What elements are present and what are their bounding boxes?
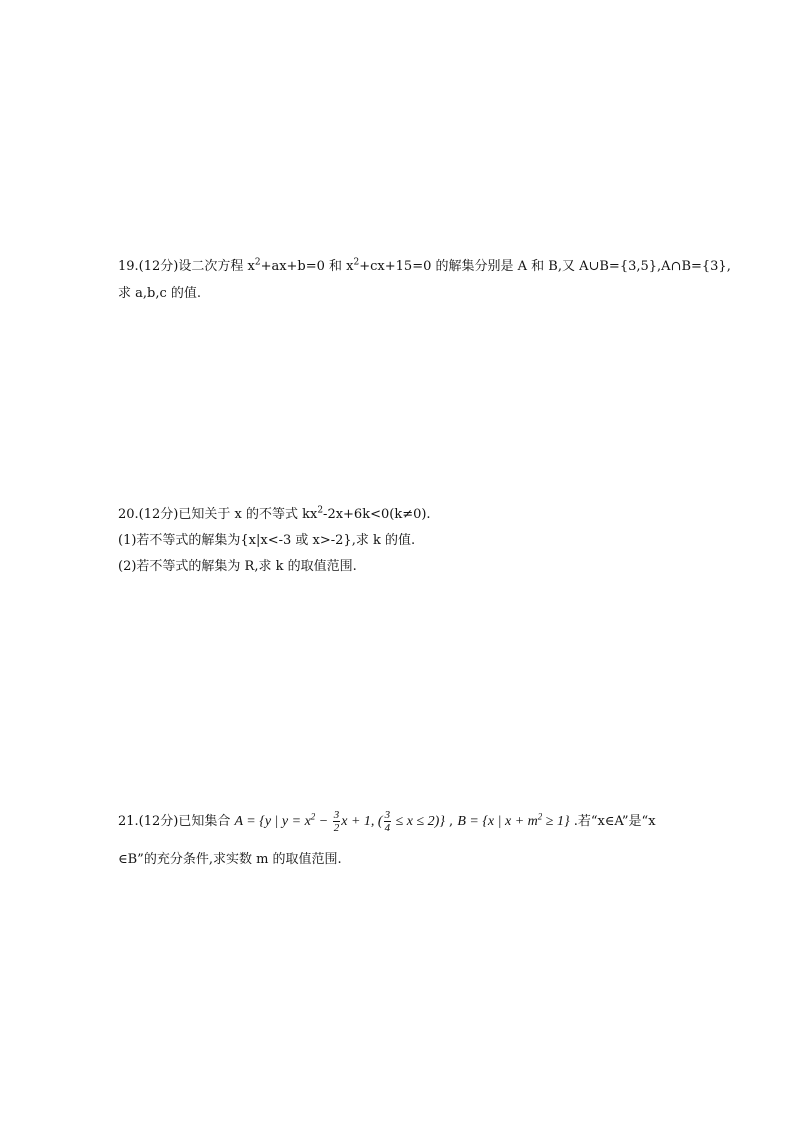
problem-19-text: +cx+15=0 的解集分别是 A 和 B,又 A∪B={3,5},A∩B={3}, xyxy=(359,259,731,274)
problem-21-line-1 xyxy=(118,802,688,842)
fraction-numerator: 3 xyxy=(333,809,340,822)
problem-20-part-2: (2)若不等式的解集为 R,求 k 的取值范围. xyxy=(118,559,357,574)
superscript: 2 xyxy=(310,811,316,822)
problem-19-line-1 xyxy=(118,257,731,275)
formula-part: x + 1, ( xyxy=(341,814,383,829)
problem-21 xyxy=(118,802,688,868)
superscript: 2 xyxy=(317,505,324,516)
problem-19 xyxy=(118,257,731,302)
fraction-three-quarters xyxy=(384,809,392,834)
set-b-formula xyxy=(457,811,570,829)
problem-20-line-1 xyxy=(118,507,688,523)
superscript: 2 xyxy=(537,811,543,822)
set-a-formula xyxy=(234,809,445,835)
problem-21-line-2: ∈B”的充分条件,求实数 m 的取值范围. xyxy=(118,852,342,867)
problem-20 xyxy=(118,507,688,575)
problem-19-text: 19.(12分)设二次方程 x xyxy=(118,259,255,274)
formula-part: B = {x | x + m xyxy=(457,814,538,829)
problem-20-text: 20.(12分)已知关于 x 的不等式 kx xyxy=(118,507,318,522)
formula-part: − xyxy=(315,814,332,829)
superscript: 2 xyxy=(254,257,261,268)
problem-19-text: +ax+b=0 和 x xyxy=(260,259,354,274)
fraction-numerator: 3 xyxy=(384,809,391,822)
fraction-three-halves xyxy=(333,809,341,834)
formula-part: A = {y | y = x xyxy=(234,814,311,829)
problem-21-text: 21.(12分)已知集合 xyxy=(118,814,235,829)
formula-part: ≤ x ≤ 2)} xyxy=(392,814,445,829)
formula-part: ≥ 1} xyxy=(542,814,570,829)
problem-20-part-1: (1)若不等式的解集为{x|x<-3 或 x>-2},求 k 的值. xyxy=(118,533,416,548)
fraction-denominator: 2 xyxy=(333,822,340,835)
problem-20-text: -2x+6k<0(k≠0). xyxy=(323,507,431,522)
separator: , xyxy=(444,814,458,829)
problem-19-line-2: 求 a,b,c 的值. xyxy=(118,286,202,301)
superscript: 2 xyxy=(353,257,360,268)
problem-21-text: .若“x∈A”是“x xyxy=(569,814,656,829)
fraction-denominator: 4 xyxy=(384,822,391,835)
